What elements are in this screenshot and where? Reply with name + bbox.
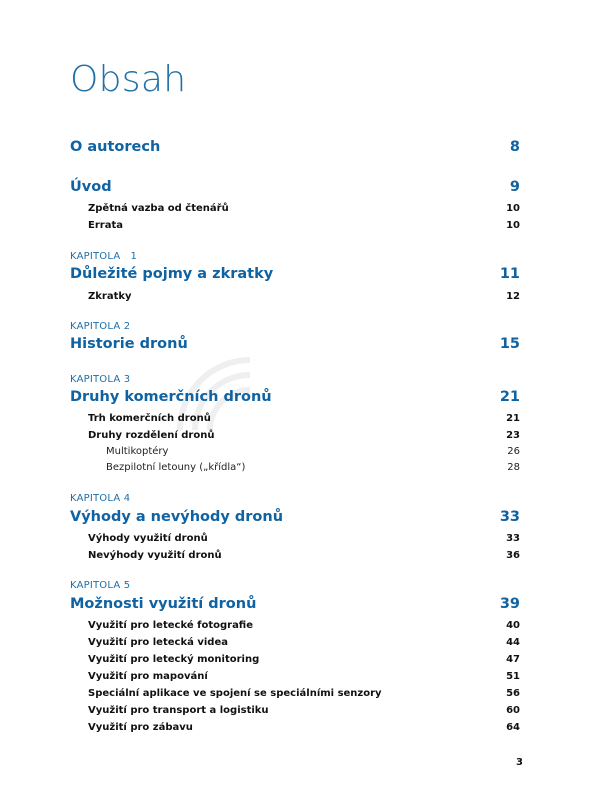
toc-entry-label: Výhody využití dronů: [88, 533, 208, 544]
toc-entry-page: 64: [506, 722, 520, 733]
toc-entry[interactable]: [88, 654, 520, 665]
toc-entry[interactable]: [106, 446, 520, 457]
toc-entry[interactable]: [88, 620, 520, 631]
toc-entry-label: Multikoptéry: [106, 446, 169, 457]
toc-entry-page: 12: [506, 291, 520, 302]
toc-entry-page: 21: [506, 413, 520, 424]
toc-entry[interactable]: [88, 688, 520, 699]
toc-entry[interactable]: [70, 139, 520, 155]
toc-entry[interactable]: [70, 509, 520, 525]
toc-entry-page: 15: [499, 336, 520, 352]
toc-entry-page: 33: [506, 533, 520, 544]
chapter-label: KAPITOLA 2: [70, 321, 131, 332]
toc-entry-label: Speciální aplikace ve spojení se speciálními senzory: [88, 688, 382, 699]
toc-entry-label: Druhy komerčních dronů: [70, 389, 272, 405]
toc-entry[interactable]: [88, 533, 520, 544]
toc-entry-label: O autorech: [70, 139, 161, 155]
toc-entry[interactable]: [70, 266, 520, 282]
toc-entry[interactable]: [88, 550, 520, 561]
toc-entry-label: Důležité pojmy a zkratky: [70, 266, 274, 282]
toc-entry-label: Využití pro mapování: [88, 671, 208, 682]
toc-entry-page: 8: [509, 139, 520, 155]
toc-entry-label: Historie dronů: [70, 336, 188, 352]
toc-entry[interactable]: [70, 389, 520, 405]
chapter-label: KAPITOLA 5: [70, 580, 131, 591]
toc-entry[interactable]: [88, 430, 520, 441]
toc-entry-page: 39: [499, 596, 520, 612]
toc-entry[interactable]: [88, 291, 520, 302]
toc-entry-page: 10: [506, 203, 520, 214]
toc-entry-label: Možnosti využití dronů: [70, 596, 257, 612]
toc-entry-label: Trh komerčních dronů: [88, 413, 211, 424]
toc-entry-label: Využití pro transport a logistiku: [88, 705, 269, 716]
toc-entry-page: 9: [509, 179, 520, 195]
chapter-label: KAPITOLA 3: [70, 374, 131, 385]
toc-entry-label: Errata: [88, 220, 123, 231]
toc-entry-label: Využití pro letecké fotografie: [88, 620, 254, 631]
toc-entry-page: 36: [506, 550, 520, 561]
toc-entry-label: Úvod: [70, 179, 112, 195]
toc-entry-label: Výhody a nevýhody dronů: [70, 509, 284, 525]
toc-entry-label: Zkratky: [88, 291, 132, 302]
toc-entry-page: 60: [506, 705, 520, 716]
toc-entry-label: Druhy rozdělení dronů: [88, 430, 215, 441]
toc-entry-page: 33: [499, 509, 520, 525]
toc-entry[interactable]: [88, 705, 520, 716]
chapter-label: KAPITOLA 1: [70, 251, 138, 262]
toc-entry-page: 23: [506, 430, 520, 441]
toc-entry-label: Zpětná vazba od čtenářů: [88, 203, 229, 214]
toc-entry[interactable]: [88, 413, 520, 424]
toc-entry-page: 21: [499, 389, 520, 405]
toc-entry[interactable]: [88, 220, 520, 231]
toc-entry-page: 44: [506, 637, 520, 648]
toc-entry[interactable]: [88, 671, 520, 682]
page-number: 3: [516, 757, 523, 768]
toc-entry-page: 11: [499, 266, 520, 282]
toc-entry-label: Nevýhody využití dronů: [88, 550, 222, 561]
toc-entry[interactable]: [70, 336, 520, 352]
toc-entry-page: 56: [506, 688, 520, 699]
toc-entry-label: Využití pro zábavu: [88, 722, 193, 733]
toc-entry-page: 10: [506, 220, 520, 231]
toc-entry[interactable]: [88, 637, 520, 648]
toc-entry-page: 40: [506, 620, 520, 631]
toc-entry-page: 26: [507, 446, 520, 457]
toc-entry-label: Využití pro letecká videa: [88, 637, 228, 648]
toc-entry-label: Bezpilotní letouny („křídla“): [106, 462, 246, 473]
toc-entry-page: 47: [506, 654, 520, 665]
toc-entry[interactable]: [70, 596, 520, 612]
toc-entry[interactable]: [88, 203, 520, 214]
toc-entry-page: 28: [507, 462, 520, 473]
chapter-label: KAPITOLA 4: [70, 493, 131, 504]
toc-entry[interactable]: [106, 462, 520, 473]
toc-entry-label: Využití pro letecký monitoring: [88, 654, 260, 665]
page-title: Obsah: [70, 59, 187, 100]
toc-entry-page: 51: [506, 671, 520, 682]
toc-entry[interactable]: [88, 722, 520, 733]
toc-entry[interactable]: [70, 179, 520, 195]
